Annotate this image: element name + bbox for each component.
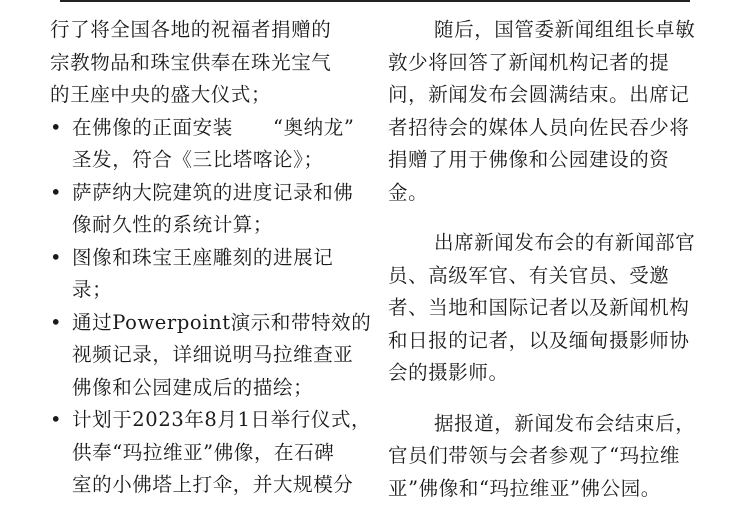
bullet-icon: • <box>50 112 72 145</box>
text-line: 行了将全国各地的祝福者捐赠的 <box>50 14 372 47</box>
text-line: 视频记录，详细说明马拉维查亚 <box>72 343 353 366</box>
text-line: 圣发，符合《三比塔喀论》； <box>72 148 324 171</box>
paragraph-gap <box>388 390 706 408</box>
text-line: 问，新闻发布会圆满结束。出席记 <box>388 79 706 112</box>
text-line: 图像和珠宝王座雕刻的进展记 <box>72 246 333 269</box>
text-line: 录； <box>72 278 112 301</box>
left-column <box>50 14 372 502</box>
text-line: 金。 <box>388 177 706 210</box>
bullet-item <box>50 404 372 502</box>
text-line: 会的摄影师。 <box>388 357 706 390</box>
text-line: 像耐久性的系统计算； <box>72 213 273 236</box>
paragraph <box>388 408 706 505</box>
paragraph-gap <box>388 209 706 227</box>
top-rule <box>60 0 690 2</box>
text-line: 据报道，新闻发布会结束后， <box>388 408 706 441</box>
bullet-item <box>50 242 372 307</box>
text-line: 者招待会的媒体人员向佐民吞少将 <box>388 112 706 145</box>
text-line: 通过Powerpoint演示和带特效的 <box>72 311 371 334</box>
text-line: 官员们带领与会者参观了“玛拉维 <box>388 440 706 473</box>
right-column <box>388 14 706 505</box>
text-line: 的王座中央的盛大仪式； <box>50 79 372 112</box>
text-line: 敦少将回答了新闻机构记者的提 <box>388 47 706 80</box>
paragraph <box>388 14 706 209</box>
text-line: 萨萨纳大院建筑的进度记录和佛 <box>72 181 353 204</box>
text-line: 计划于2023年8月1日举行仪式， <box>72 408 371 431</box>
text-line: 和日报的记者，以及缅甸摄影师协 <box>388 325 706 358</box>
bullet-icon: • <box>50 242 72 275</box>
text-line: 随后，国管委新闻组组长卓敏 <box>388 14 706 47</box>
text-line: 宗教物品和珠宝供奉在珠光宝气 <box>50 47 372 80</box>
bullet-item <box>50 112 372 177</box>
text-line: 捐赠了用于佛像和公园建设的资 <box>388 144 706 177</box>
text-line: 员、高级军官、有关官员、受邀 <box>388 260 706 293</box>
paragraph <box>388 227 706 390</box>
bullet-icon: • <box>50 307 72 340</box>
intro-paragraph <box>50 14 372 112</box>
bullet-item <box>50 307 372 405</box>
text-line: 出席新闻发布会的有新闻部官 <box>388 227 706 260</box>
text-line: 供奉“玛拉维亚”佛像，在石碑 <box>72 441 334 464</box>
bullet-icon: • <box>50 404 72 437</box>
bullet-icon: • <box>50 177 72 210</box>
bullet-item <box>50 177 372 242</box>
text-line: 者、当地和国际记者以及新闻机构 <box>388 292 706 325</box>
text-line: 佛像和公园建成后的描绘； <box>72 376 313 399</box>
text-line: 室的小佛塔上打伞，并大规模分 <box>72 473 353 496</box>
text-line: 亚”佛像和“玛拉维亚”佛公园。 <box>388 473 706 505</box>
text-line: 在佛像的正面安装 “奥纳龙” <box>72 116 354 139</box>
